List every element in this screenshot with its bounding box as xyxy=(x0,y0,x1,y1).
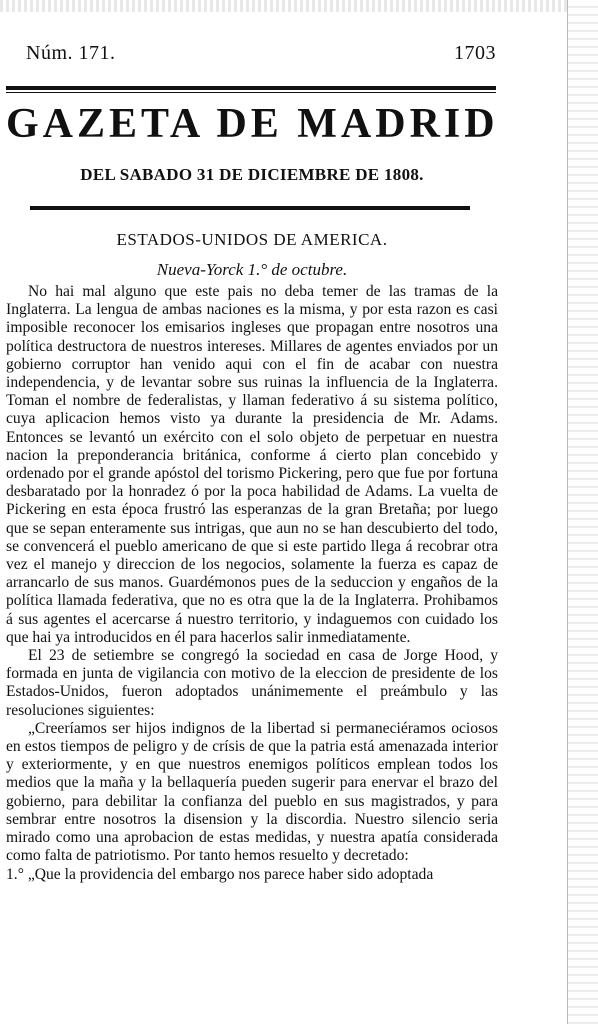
article-paragraph: „Creeríamos ser hijos indignos de la libertad si permaneciéramos ociosos en estos tiempos de peligro y de crísis de que la patria está amenazada interior y exteriormente, y en que nuestros enemigos políticos emplean todos los medios que la maña y la bellaquería pueden sugerir para enervar el brazo del gobierno, para debilitar la confianza del pueblo en sus magistrados, y para sembrar entre nosotros la disension y la discordia. Nuestro silencio seria mirado como una aprobacion de estas medidas, y nuestra apatía considerada como falta de patriotismo. Por tanto hemos resuelto y decretado: xyxy=(6,719,498,865)
article-dateline: Nueva-Yorck 1.° de octubre. xyxy=(156,260,348,279)
page-top-edge xyxy=(0,0,598,12)
masthead-title: GAZETA DE MADRID xyxy=(6,101,499,147)
page-right-edge xyxy=(567,0,598,1024)
section-title: ESTADOS-UNIDOS DE AMERICA. xyxy=(116,230,388,249)
article-paragraph: 1.° „Que la providencia del embargo nos parece haber sido adoptada xyxy=(6,865,434,883)
page-number: 1703 xyxy=(454,42,496,64)
masthead-rule-top xyxy=(6,86,496,90)
article-paragraph: No hai mal alguno que este pais no deba temer de las tramas de la Inglaterra. La lengua de ambas naciones es la misma, y por esta razon es casi imposible reconocer los emisarios ingleses que propagan entre nosotros una política destructora de nuestros intereses. Millares de agentes enviados por un gobierno corruptor han venido aqui con el fin de acabar con nuestra independencia, y de levantar sobre sus ruinas la influencia de la Inglaterra. Toman el nombre de federalistas, y llaman federativo á su sistema político, cuya aplicacion hemos visto ya durante la presidencia de Mr. Adams. Entonces se levantó un exército con el solo objeto de perpetuar en nuestra nacion la preponderancia británica, conforme á cierto plan concebido y ordenado por el grande apóstol del torismo Pickering, pero que fue por fortuna desbaratado por la honradez ó por la poca habilidad de Adams. La vuelta de Pickering en esta época frustró las esperanzas de la gran Bretaña; por luego que se sepan enteramente sus intrigas, que aun no se han descubierto del todo, se convencerá el pueblo americano de que si este partido llega á recobrar otra vez el manejo y direccion de los negocios, solamente la fuerza es capaz de arrancarlo de sus manos. Guardémonos pues de la seduccion y engaños de la política llamada federativa, que no es otra que la de la Inglaterra. Prohibamos á sus agentes el acercarse á nuestro territorio, y indaguemos con cuidado los que hai ya introducidos en él para hacerlos salir inmediatamente. xyxy=(6,283,498,646)
masthead-rule-bottom xyxy=(30,206,470,210)
article-body xyxy=(6,283,498,884)
issue-header xyxy=(26,42,496,65)
article-paragraph: El 23 de setiembre se congregó la sociedad en casa de Jorge Hood, y formada en junta de vigilancia con motivo de la eleccion de presidente de los Estados-Unidos, fueron adoptados unánimemente el preámbulo y las resoluciones siguientes: xyxy=(6,647,498,719)
issue-date: DEL SABADO 31 DE DICIEMBRE DE 1808. xyxy=(80,165,424,184)
masthead-rule-top-thin xyxy=(6,92,496,93)
issue-number: Núm. 171. xyxy=(26,42,116,64)
